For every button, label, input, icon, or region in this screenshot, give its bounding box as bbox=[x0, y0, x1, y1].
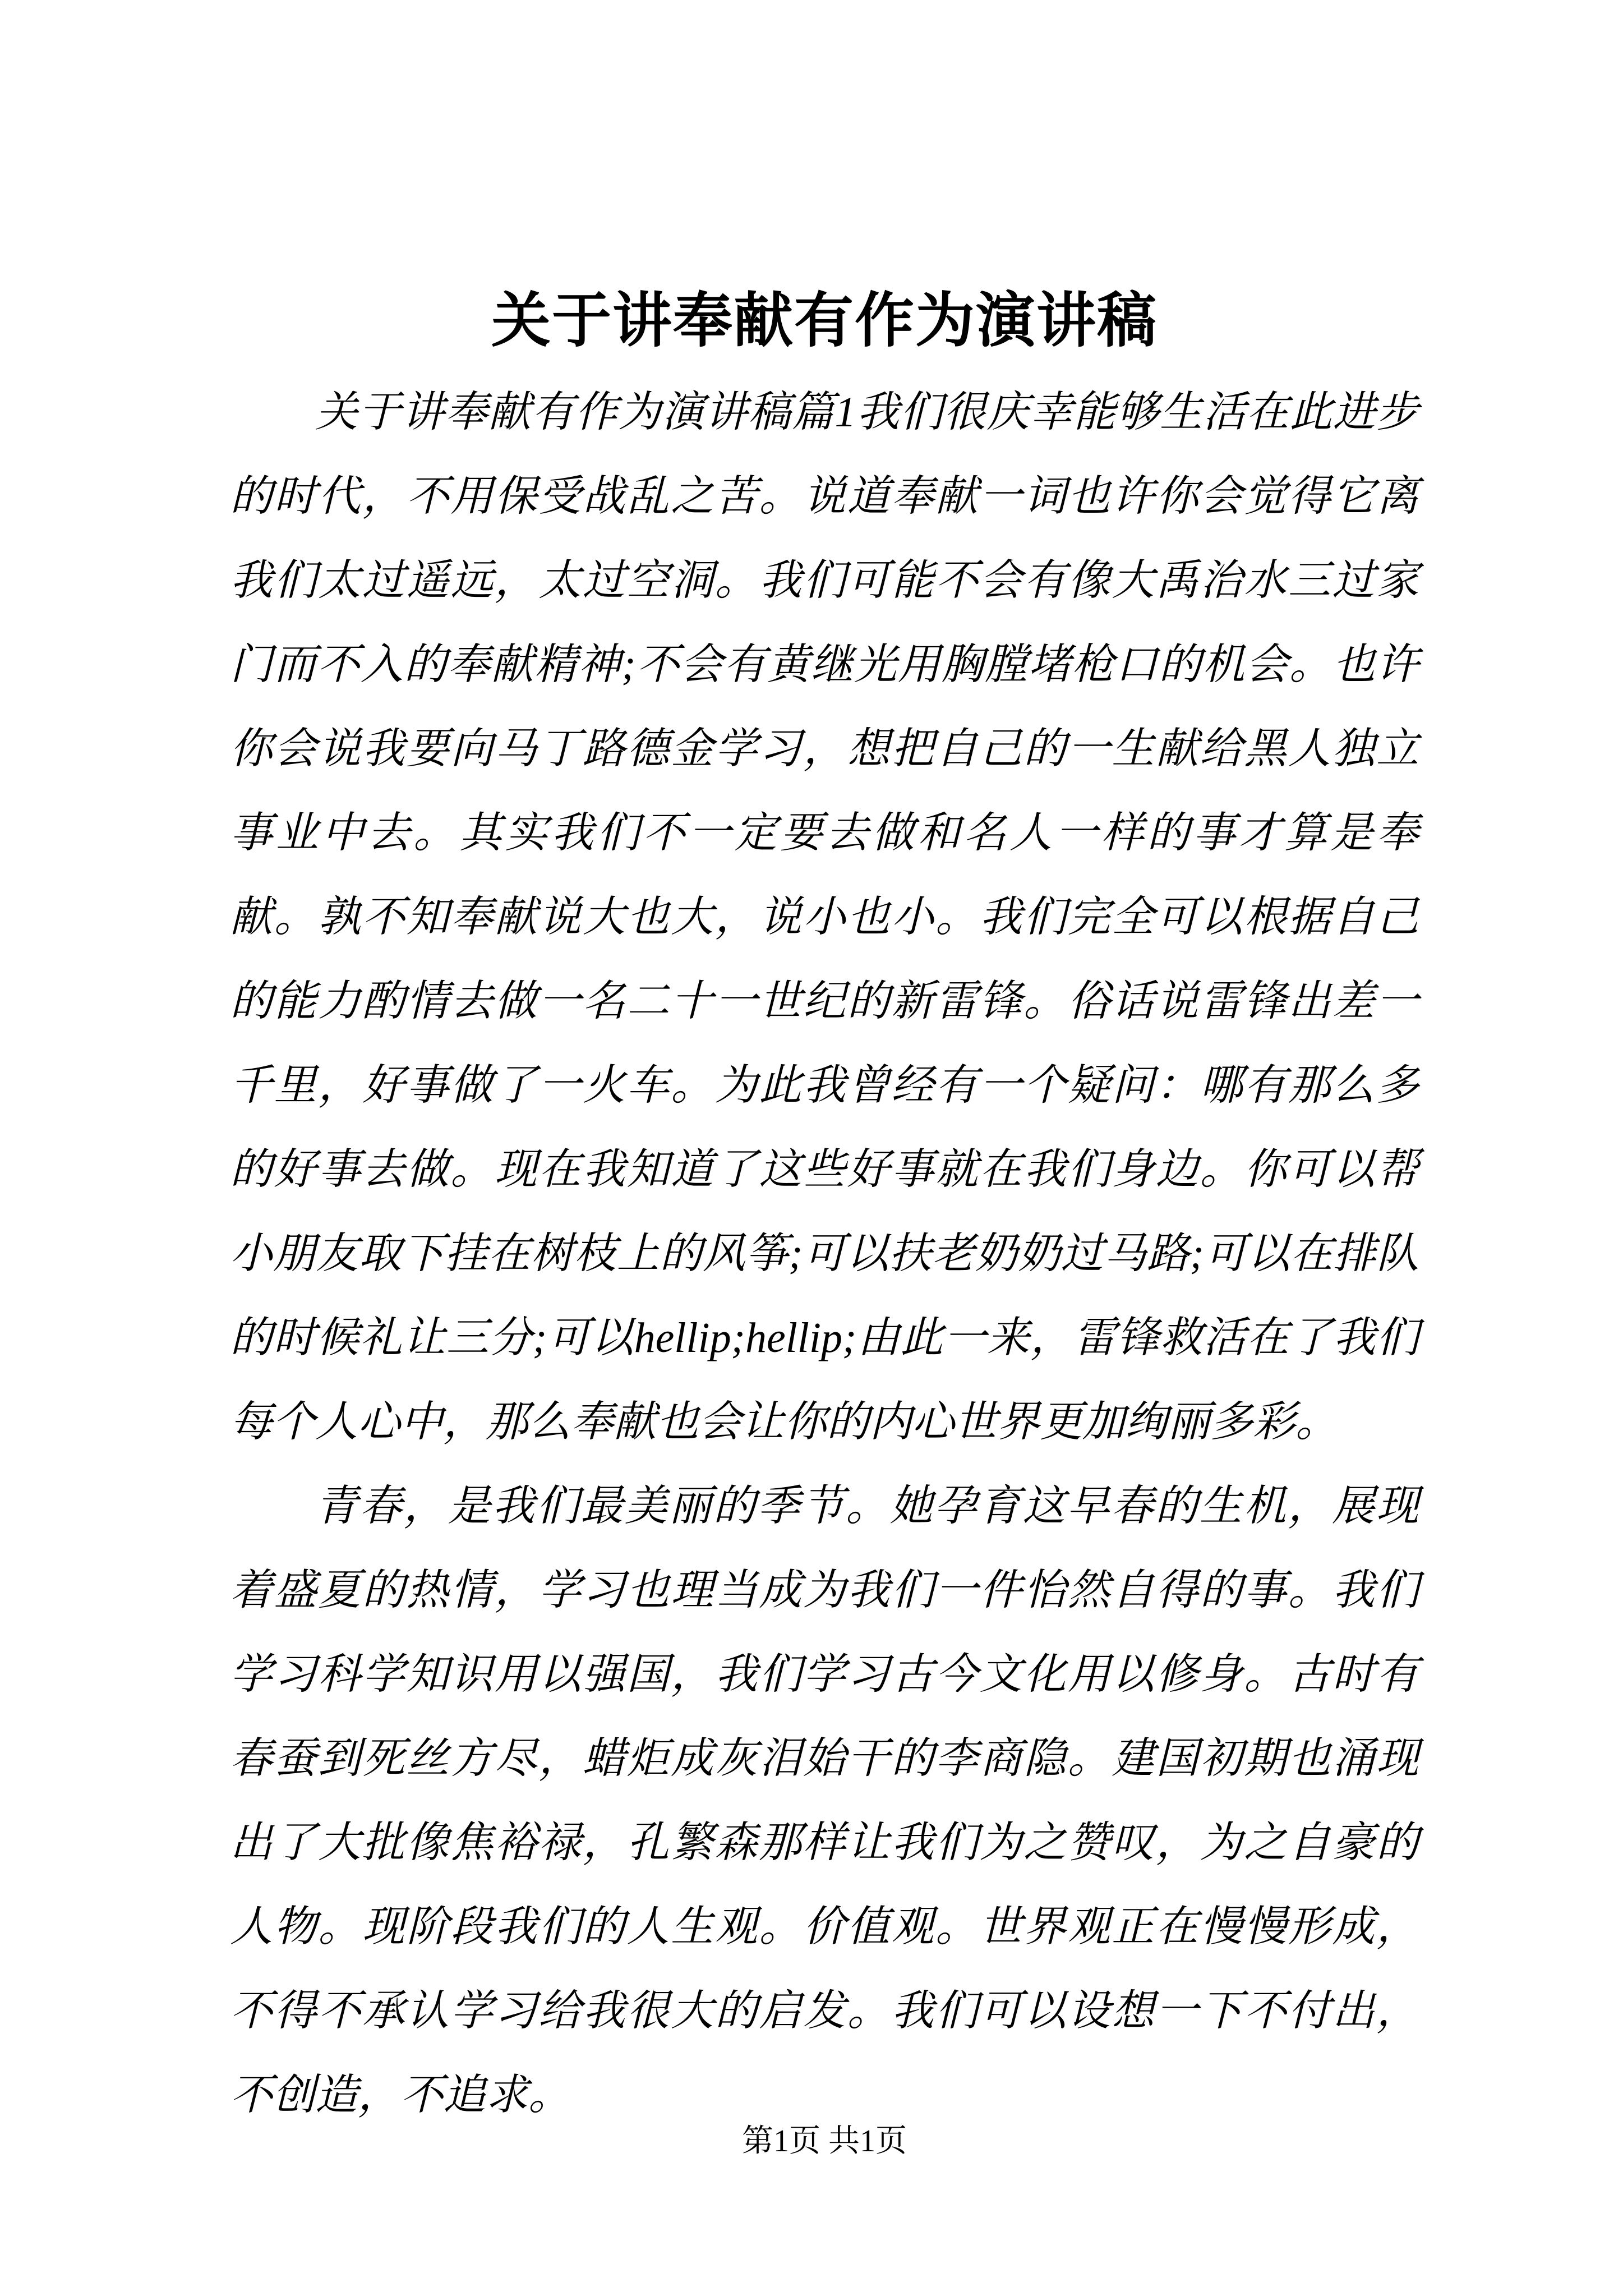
paragraph: 关于讲奉献有作为演讲稿篇1我们很庆幸能够生活在此进步的时代，不用保受战乱之苦。说道奉献一词也许你会觉得它离我们太过遥远，太过空洞。我们可能不会有像大禹治水三过家门而不入的奉献精神;不会有黄继光用胸膛堵枪口的机会。也许你会说我要向马丁路德金学习，想把自己的一生献给黑人独立事业中去。其实我们不一定要去做和名人一样的事才算是奉献。孰不知奉献说大也大，说小也小。我们完全可以根据自己的能力酌情去做一名二十一世纪的新雷锋。俗话说雷锋出差一千里，好事做了一火车。为此我曾经有一个疑问：哪有那么多的好事去做。现在我知道了这些好事就在我们身边。你可以帮小朋友取下挂在树枝上的风筝;可以扶老奶奶过马路;可以在排队的时候礼让三分;可以hellip;hellip;由此一来，雷锋救活在了我们每个人心中，那么奉献也会让你的内心世界更加绚丽多彩。 bbox=[230, 389, 1419, 1446]
document-body bbox=[230, 370, 1419, 2137]
document-title: 关于讲奉献有作为演讲稿 bbox=[491, 288, 1158, 354]
paragraph: 青春，是我们最美丽的季节。她孕育这早春的生机，展现着盛夏的热情，学习也理当成为我们一件怡然自得的事。我们学习科学知识用以强国，我们学习古今文化用以修身。古时有春蚕到死丝方尽，蜡炬成灰泪始干的李商隐。建国初期也涌现出了大批像焦裕禄，孔繁森那样让我们为之赞叹，为之自豪的人物。现阶段我们的人生观。价值观。世界观正在慢慢形成，不得不承认学习给我很大的启发。我们可以设想一下不付出，不创造，不追求。 bbox=[230, 1483, 1419, 2119]
page-footer bbox=[230, 2116, 1419, 2161]
page-number-indicator: 第1页 共1页 bbox=[742, 2124, 907, 2159]
